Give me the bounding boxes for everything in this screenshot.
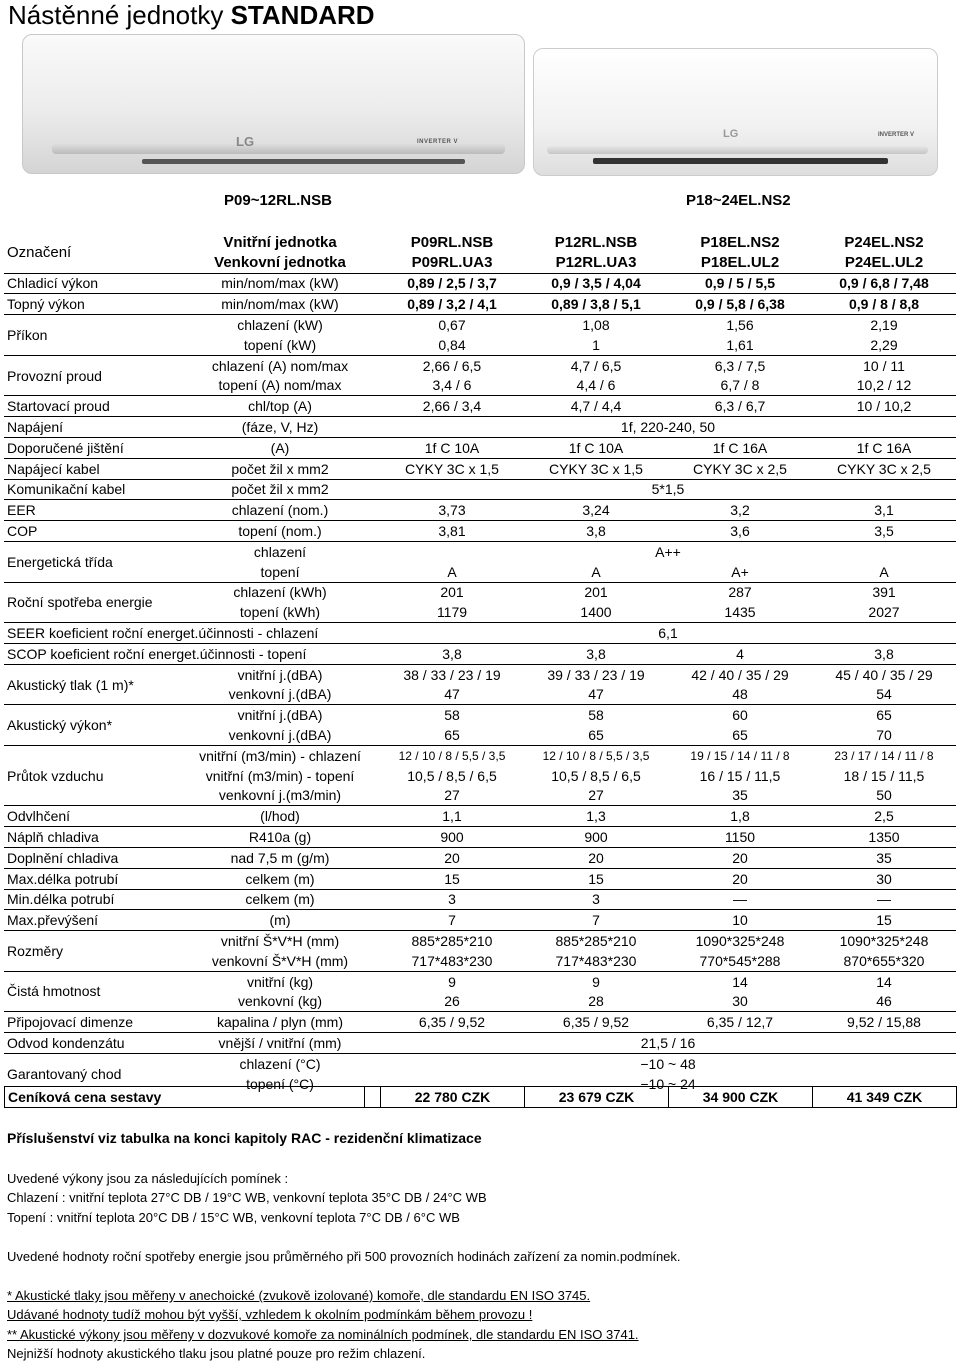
cell: 10,2 / 12 bbox=[856, 377, 912, 394]
cell: 6,3 / 7,5 bbox=[668, 355, 812, 375]
cell: 3,73 bbox=[380, 500, 524, 521]
table-row bbox=[4, 437, 956, 458]
cell: 45 / 40 / 35 / 29 bbox=[812, 664, 956, 684]
footnote-4: Nejnižší hodnoty akustického tlaku jsou platné pouze pro režim chlazení. bbox=[7, 1346, 426, 1361]
cell: CYKY 3C x 1,5 bbox=[524, 458, 668, 479]
right-unit-caption: P18~24EL.NS2 bbox=[686, 192, 791, 209]
cell: 60 bbox=[668, 705, 812, 725]
cell: 4,7 / 6,5 bbox=[524, 355, 668, 375]
cell: 1f C 16A bbox=[668, 437, 812, 458]
cell: 30 bbox=[812, 868, 956, 889]
cell: A bbox=[591, 563, 601, 580]
row-unit: min/nom/max (kW) bbox=[180, 294, 380, 315]
cell: 900 bbox=[380, 827, 524, 848]
cell: 0,9 / 6,8 / 7,48 bbox=[812, 273, 956, 294]
row-label: Min.délka potrubí bbox=[4, 889, 180, 910]
header-cell: P12RL.NSB bbox=[554, 233, 638, 251]
cell: 6,35 / 12,7 bbox=[668, 1012, 812, 1033]
cell: CYKY 3C x 2,5 bbox=[812, 458, 956, 479]
table-row bbox=[4, 500, 956, 521]
price-table bbox=[4, 1086, 957, 1108]
row-label: Roční spotřeba energie bbox=[4, 582, 180, 623]
table-row bbox=[4, 806, 956, 827]
row-unit: celkem (m) bbox=[180, 889, 380, 910]
cell: 2,66 / 3,4 bbox=[380, 396, 524, 417]
row-unit: (fáze, V, Hz) bbox=[180, 417, 380, 438]
cell: A+ bbox=[731, 563, 749, 580]
row-label: Napájecí kabel bbox=[4, 458, 180, 479]
cell: 770*545*288 bbox=[699, 952, 781, 969]
table-row bbox=[4, 355, 956, 375]
row-unit: vnitřní j.(dBA) bbox=[180, 705, 380, 725]
row-label: Garantovaný chod bbox=[4, 1053, 180, 1093]
cell: 1,3 bbox=[524, 806, 668, 827]
spec-table bbox=[4, 233, 956, 1093]
row-label: Čistá hmotnost bbox=[4, 971, 180, 1012]
cell: 2027 bbox=[868, 604, 900, 621]
conditions-title: Uvedené výkony jsou za následujících pomínek : bbox=[7, 1171, 289, 1186]
row-unit: nad 7,5 m (g/m) bbox=[180, 847, 380, 868]
cell: A bbox=[447, 563, 457, 580]
table-row bbox=[4, 273, 956, 294]
row-label: Náplň chladiva bbox=[4, 827, 180, 848]
cell: 7 bbox=[524, 910, 668, 931]
row-label: Průtok vzduchu bbox=[4, 745, 180, 805]
row-unit: chlazení (A) nom/max bbox=[180, 355, 380, 375]
cell: 14 bbox=[812, 971, 956, 991]
footnote-1: * Akustické tlaky jsou měřeny v anechoické (zvukově izolované) komoře, dle standardu EN ISO 3745. bbox=[7, 1288, 591, 1303]
row-label: Příkon bbox=[4, 315, 180, 356]
cell: 6,35 / 9,52 bbox=[524, 1012, 668, 1033]
cell: 2,66 / 6,5 bbox=[380, 355, 524, 375]
cell: 65 bbox=[588, 727, 604, 744]
row-label: Napájení bbox=[4, 417, 180, 438]
table-row bbox=[4, 294, 956, 315]
cell: 35 bbox=[812, 847, 956, 868]
table-row bbox=[4, 868, 956, 889]
cell: 870*655*320 bbox=[843, 952, 925, 969]
cell: 7 bbox=[380, 910, 524, 931]
table-row bbox=[4, 396, 956, 417]
row-label: Energetická třída bbox=[4, 541, 180, 582]
table-row bbox=[4, 1033, 956, 1054]
cell: 20 bbox=[524, 847, 668, 868]
cell: 1435 bbox=[724, 604, 756, 621]
row-label: Max.délka potrubí bbox=[4, 868, 180, 889]
cell: 0,9 / 5,8 / 6,38 bbox=[668, 294, 812, 315]
cell: 4 bbox=[668, 643, 812, 664]
cell: −10 ~ 48 bbox=[380, 1053, 956, 1073]
row-unit: (A) bbox=[180, 437, 380, 458]
cell: 0,84 bbox=[438, 336, 466, 353]
row-label: Max.převýšení bbox=[4, 910, 180, 931]
cell: 20 bbox=[380, 847, 524, 868]
cell: 3 bbox=[380, 889, 524, 910]
conditions-cooling: Chlazení : vnitřní teplota 27°C DB / 19°C WB, venkovní teplota 35°C DB / 24°C WB bbox=[7, 1190, 487, 1205]
row-unit: vnitřní Š*V*H (mm) bbox=[180, 931, 380, 951]
row-label: Akustický tlak (1 m)* bbox=[4, 664, 180, 705]
row-unit: venkovní j.(dBA) bbox=[228, 727, 332, 744]
cell: 1,08 bbox=[524, 315, 668, 335]
cell: 717*483*230 bbox=[555, 952, 637, 969]
cell: 65 bbox=[732, 727, 748, 744]
row-label: Startovací proud bbox=[4, 396, 180, 417]
row-label: Doplnění chladiva bbox=[4, 847, 180, 868]
row-unit: min/nom/max (kW) bbox=[180, 273, 380, 294]
cell: 9 bbox=[524, 971, 668, 991]
cell: 3,5 bbox=[812, 521, 956, 542]
row-unit: vnější / vnitřní (mm) bbox=[180, 1033, 380, 1054]
cell: 20 bbox=[668, 868, 812, 889]
header-cell: P24EL.UL2 bbox=[844, 253, 924, 271]
table-row bbox=[4, 315, 956, 335]
cell: −10 ~ 24 bbox=[640, 1075, 696, 1092]
cell: 900 bbox=[524, 827, 668, 848]
cell: 3,1 bbox=[812, 500, 956, 521]
cell: CYKY 3C x 2,5 bbox=[668, 458, 812, 479]
cell: 3,8 bbox=[812, 643, 956, 664]
cell: 4,7 / 4,4 bbox=[524, 396, 668, 417]
row-label: Topný výkon bbox=[4, 294, 180, 315]
cell: 0,89 / 3,2 / 4,1 bbox=[380, 294, 524, 315]
cell: 12 / 10 / 8 / 5,5 / 3,5 bbox=[380, 745, 524, 765]
cell: 27 bbox=[444, 787, 460, 804]
cell: 6,35 / 9,52 bbox=[380, 1012, 524, 1033]
row-label: COP bbox=[4, 521, 180, 542]
cell: 717*483*230 bbox=[411, 952, 493, 969]
row-label: EER bbox=[4, 500, 180, 521]
cell: 65 bbox=[812, 705, 956, 725]
cell: 3,2 bbox=[668, 500, 812, 521]
cell: 1,8 bbox=[668, 806, 812, 827]
price-value: 34 900 CZK bbox=[669, 1087, 813, 1108]
header-cell: P09RL.NSB bbox=[410, 233, 494, 251]
row-label: Doporučené jištění bbox=[4, 437, 180, 458]
row-unit: topení (nom.) bbox=[180, 521, 380, 542]
cell: 6,3 / 6,7 bbox=[668, 396, 812, 417]
row-unit: topení (kWh) bbox=[239, 604, 321, 621]
cell: 42 / 40 / 35 / 29 bbox=[668, 664, 812, 684]
cell: 201 bbox=[380, 582, 524, 602]
cell: 28 bbox=[588, 993, 604, 1010]
footnote-3: ** Akustické výkony jsou měřeny v dozvukové komoře za nominálních podmínek, dle standardu EN ISO 3741. bbox=[7, 1327, 639, 1342]
cell: 26 bbox=[444, 993, 460, 1010]
row-label: SCOP koeficient roční energet.účinnosti - topení bbox=[4, 643, 380, 664]
row-unit: topení (°C) bbox=[246, 1075, 314, 1092]
row-unit: (m) bbox=[180, 910, 380, 931]
header-cell: Venkovní jednotka bbox=[214, 253, 346, 271]
cell: A bbox=[879, 563, 889, 580]
page-title bbox=[8, 0, 375, 30]
row-unit: chlazení (kWh) bbox=[180, 582, 380, 602]
row-unit: vnitřní (kg) bbox=[180, 971, 380, 991]
cell: — bbox=[668, 889, 812, 910]
row-label: Komunikační kabel bbox=[4, 479, 180, 500]
table-row bbox=[4, 827, 956, 848]
row-unit: chlazení bbox=[180, 541, 380, 561]
cell: 10 bbox=[668, 910, 812, 931]
header-cell: P24EL.NS2 bbox=[844, 233, 924, 251]
cell: 0,89 / 2,5 / 3,7 bbox=[380, 273, 524, 294]
table-row bbox=[4, 664, 956, 684]
row-unit: topení (A) nom/max bbox=[218, 377, 342, 394]
cell: 3 bbox=[524, 889, 668, 910]
cell: 58 bbox=[380, 705, 524, 725]
header-label: Označení bbox=[7, 243, 72, 261]
table-row bbox=[4, 889, 956, 910]
cell: 3,4 / 6 bbox=[432, 377, 472, 394]
row-unit: venkovní j.(dBA) bbox=[228, 686, 332, 703]
cell: 50 bbox=[876, 787, 892, 804]
cell: 10 / 10,2 bbox=[812, 396, 956, 417]
cell: 58 bbox=[524, 705, 668, 725]
cell: 47 bbox=[588, 686, 604, 703]
cell: 1090*325*248 bbox=[812, 931, 956, 951]
cell: 1179 bbox=[436, 604, 468, 621]
price-gap bbox=[365, 1087, 381, 1108]
row-unit: R410a (g) bbox=[180, 827, 380, 848]
cell: 15 bbox=[524, 868, 668, 889]
row-unit: kapalina / plyn (mm) bbox=[180, 1012, 380, 1033]
cell: 1f C 16A bbox=[812, 437, 956, 458]
cell: 35 bbox=[732, 787, 748, 804]
row-unit: vnitřní (m3/min) - topení bbox=[205, 767, 355, 784]
cell: 23 / 17 / 14 / 11 / 8 bbox=[812, 745, 956, 765]
row-label: Rozměry bbox=[4, 931, 180, 972]
row-unit: chlazení (nom.) bbox=[180, 500, 380, 521]
cell: 20 bbox=[668, 847, 812, 868]
cell: 30 bbox=[732, 993, 748, 1010]
cell: 4,4 / 6 bbox=[576, 377, 616, 394]
cell: 3,24 bbox=[524, 500, 668, 521]
cell: 2,19 bbox=[812, 315, 956, 335]
header-row-indoor bbox=[4, 233, 956, 253]
table-row bbox=[4, 931, 956, 951]
table-row bbox=[4, 541, 956, 561]
table-row bbox=[4, 479, 956, 500]
cell: 38 / 33 / 23 / 19 bbox=[380, 664, 524, 684]
cell: 1350 bbox=[812, 827, 956, 848]
row-unit: chlazení (kW) bbox=[180, 315, 380, 335]
cell: 10,5 / 8,5 / 6,5 bbox=[551, 767, 641, 784]
cell: 0,9 / 5 / 5,5 bbox=[668, 273, 812, 294]
row-unit: venkovní j.(m3/min) bbox=[218, 787, 342, 804]
cell: CYKY 3C x 1,5 bbox=[380, 458, 524, 479]
cell: 6,1 bbox=[380, 623, 956, 644]
cell: 287 bbox=[668, 582, 812, 602]
price-row bbox=[5, 1087, 957, 1108]
row-label: Připojovací dimenze bbox=[4, 1012, 180, 1033]
cell: 16 / 15 / 11,5 bbox=[699, 767, 781, 784]
cell: 15 bbox=[380, 868, 524, 889]
cell: 9 bbox=[380, 971, 524, 991]
table-row bbox=[4, 971, 956, 991]
cell: 2,5 bbox=[812, 806, 956, 827]
row-unit: vnitřní j.(dBA) bbox=[180, 664, 380, 684]
table-row bbox=[4, 705, 956, 725]
row-unit: počet žil x mm2 bbox=[180, 479, 380, 500]
cell: 0,67 bbox=[380, 315, 524, 335]
header-cell: P18EL.NS2 bbox=[700, 233, 780, 251]
inverter-badge-icon: INVERTER V bbox=[417, 139, 459, 145]
lg-logo-icon: LG bbox=[236, 134, 255, 149]
cell: 10 / 11 bbox=[812, 355, 956, 375]
cell: 21,5 / 16 bbox=[380, 1033, 956, 1054]
header-cell: Vnitřní jednotka bbox=[223, 233, 337, 251]
price-value: 41 349 CZK bbox=[813, 1087, 957, 1108]
cell: 10,5 / 8,5 / 6,5 bbox=[407, 767, 497, 784]
cell: 1150 bbox=[668, 827, 812, 848]
cell: 1 bbox=[592, 336, 600, 353]
table-row bbox=[4, 1012, 956, 1033]
row-label: Odvlhčení bbox=[4, 806, 180, 827]
row-unit: počet žil x mm2 bbox=[180, 458, 380, 479]
header-cell: P12RL.UA3 bbox=[555, 253, 637, 271]
row-unit: vnitřní (m3/min) - chlazení bbox=[180, 745, 380, 765]
row-label: Akustický výkon* bbox=[4, 705, 180, 746]
table-row bbox=[4, 1053, 956, 1073]
table-row bbox=[4, 458, 956, 479]
cell: 3,8 bbox=[380, 643, 524, 664]
cell: 1,1 bbox=[380, 806, 524, 827]
row-label: Provozní proud bbox=[4, 355, 180, 396]
header-cell: P18EL.UL2 bbox=[700, 253, 780, 271]
table-row bbox=[4, 417, 956, 438]
title-light: Nástěnné jednotky bbox=[8, 0, 231, 30]
row-unit: venkovní (kg) bbox=[237, 993, 323, 1010]
cell: 885*285*210 bbox=[524, 931, 668, 951]
cell: 15 bbox=[812, 910, 956, 931]
cell: 3,8 bbox=[524, 643, 668, 664]
row-label: Chladicí výkon bbox=[4, 273, 180, 294]
cell: 48 bbox=[732, 686, 748, 703]
cell: 3,8 bbox=[524, 521, 668, 542]
cell: 54 bbox=[876, 686, 892, 703]
cell: 46 bbox=[876, 993, 892, 1010]
cell: 1f, 220-240, 50 bbox=[380, 417, 956, 438]
table-row bbox=[4, 582, 956, 602]
table-row bbox=[4, 521, 956, 542]
cell: 1400 bbox=[580, 604, 612, 621]
row-unit: chlazení (°C) bbox=[180, 1053, 380, 1073]
row-label: Odvod kondenzátu bbox=[4, 1033, 180, 1054]
cell: 70 bbox=[876, 727, 892, 744]
ac-unit-image-right bbox=[533, 48, 938, 176]
row-unit: venkovní Š*V*H (mm) bbox=[211, 952, 349, 969]
price-value: 23 679 CZK bbox=[525, 1087, 669, 1108]
cell: 3,81 bbox=[380, 521, 524, 542]
cell: 201 bbox=[524, 582, 668, 602]
row-unit: topení (kW) bbox=[243, 336, 317, 353]
cell: 391 bbox=[812, 582, 956, 602]
price-value: 22 780 CZK bbox=[381, 1087, 525, 1108]
cell: 12 / 10 / 8 / 5,5 / 3,5 bbox=[524, 745, 668, 765]
cell: — bbox=[812, 889, 956, 910]
cell: 39 / 33 / 23 / 19 bbox=[524, 664, 668, 684]
cell: 65 bbox=[444, 727, 460, 744]
cell: 47 bbox=[444, 686, 460, 703]
cell: 2,29 bbox=[870, 336, 898, 353]
cell: A++ bbox=[380, 541, 956, 561]
cell: 0,9 / 8 / 8,8 bbox=[812, 294, 956, 315]
row-unit: chl/top (A) bbox=[180, 396, 380, 417]
conditions-heating: Topení : vnitřní teplota 20°C DB / 15°C WB, venkovní teplota 7°C DB / 6°C WB bbox=[7, 1210, 460, 1225]
cell: 1f C 10A bbox=[380, 437, 524, 458]
cell: 27 bbox=[588, 787, 604, 804]
inverter-badge-icon-right: INVERTER V bbox=[878, 132, 915, 138]
price-label: Ceníková cena sestavy bbox=[5, 1087, 365, 1108]
cell: 1,56 bbox=[668, 315, 812, 335]
energy-note: Uvedené hodnoty roční spotřeby energie jsou průměrného při 500 provozních hodinách zařízení za nomin.podmínek. bbox=[7, 1249, 681, 1264]
table-row bbox=[4, 745, 956, 765]
cell: 1,61 bbox=[726, 336, 754, 353]
cell: 885*285*210 bbox=[380, 931, 524, 951]
cell: 9,52 / 15,88 bbox=[812, 1012, 956, 1033]
cell: 14 bbox=[668, 971, 812, 991]
cell: 0,89 / 3,8 / 5,1 bbox=[524, 294, 668, 315]
lg-logo-icon-right: LG bbox=[723, 128, 739, 140]
cell: 5*1,5 bbox=[380, 479, 956, 500]
row-unit: topení bbox=[260, 563, 300, 580]
table-row bbox=[4, 623, 956, 644]
table-row bbox=[4, 910, 956, 931]
cell: 6,7 / 8 bbox=[720, 377, 760, 394]
table-row bbox=[4, 847, 956, 868]
cell: 1f C 10A bbox=[524, 437, 668, 458]
left-unit-caption: P09~12RL.NSB bbox=[224, 192, 332, 209]
ac-unit-image-left bbox=[22, 34, 525, 174]
cell: 0,9 / 3,5 / 4,04 bbox=[524, 273, 668, 294]
cell: 1090*325*248 bbox=[668, 931, 812, 951]
table-row bbox=[4, 643, 956, 664]
accessories-note: Příslušenství viz tabulka na konci kapitoly RAC - rezidenční klimatizace bbox=[7, 1130, 482, 1146]
cell: 3,6 bbox=[668, 521, 812, 542]
cell: 19 / 15 / 14 / 11 / 8 bbox=[668, 745, 812, 765]
header-cell: P09RL.UA3 bbox=[411, 253, 493, 271]
footnote-2: Udávané hodnoty tudíž mohou být vyšší, vzhledem k okolním podmínkám během provozu ! bbox=[7, 1307, 533, 1322]
title-bold: STANDARD bbox=[230, 0, 375, 30]
cell: 18 / 15 / 11,5 bbox=[843, 767, 925, 784]
row-label: SEER koeficient roční energet.účinnosti - chlazení bbox=[4, 623, 380, 644]
row-unit: (l/hod) bbox=[180, 806, 380, 827]
row-unit: celkem (m) bbox=[180, 868, 380, 889]
